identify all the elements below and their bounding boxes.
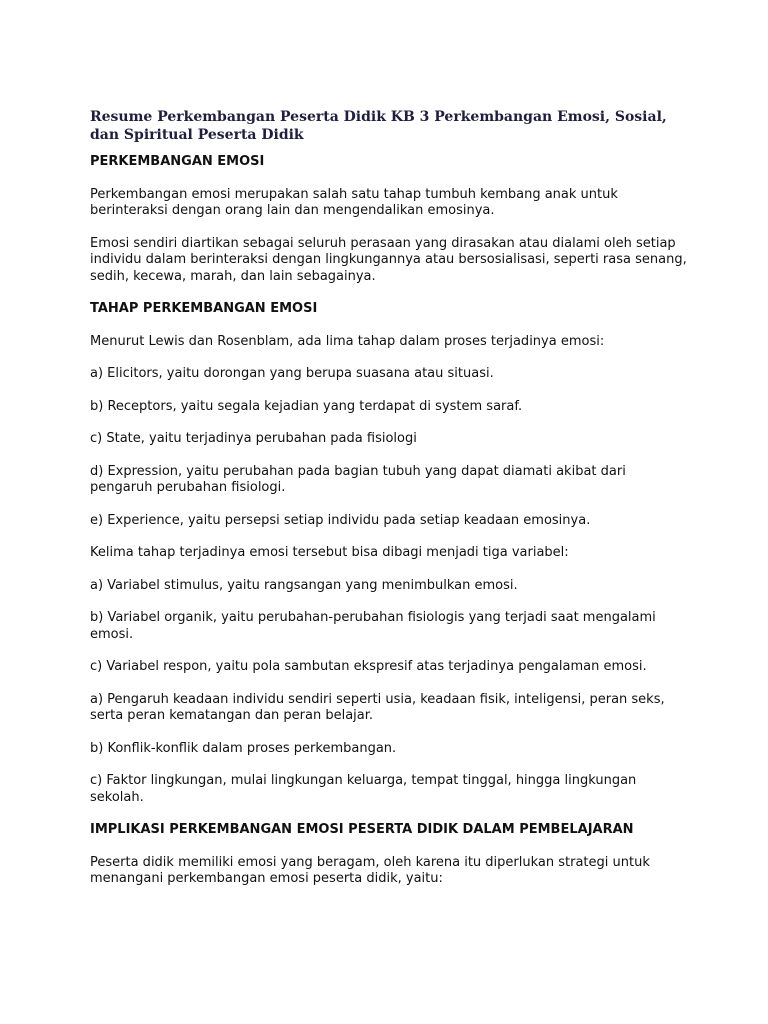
list-item: d) Expression, yaitu perubahan pada bagian tubuh yang dapat diamati akibat dari pengaruh perubahan fisiologi. bbox=[90, 463, 626, 495]
paragraph: Emosi sendiri diartikan sebagai seluruh perasaan yang dirasakan atau dialami oleh setiap individu dalam berinteraksi dengan lingkungannya atau bersosialisasi, seperti rasa senang, sedih, kecewa, marah, dan lain sebagainya. bbox=[90, 235, 687, 284]
paragraph: Peserta didik memiliki emosi yang beragam, oleh karena itu diperlukan strategi untuk menangani perkembangan emosi peserta didik, yaitu: bbox=[90, 854, 650, 886]
paragraph: Menurut Lewis dan Rosenblam, ada lima tahap dalam proses terjadinya emosi: bbox=[90, 333, 605, 349]
list-item: a) Variabel stimulus, yaitu rangsangan yang menimbulkan emosi. bbox=[90, 577, 518, 593]
list-item: b) Variabel organik, yaitu perubahan-perubahan fisiologis yang terjadi saat mengalami emosi. bbox=[90, 610, 656, 642]
document-page bbox=[90, 108, 690, 904]
list-item: e) Experience, yaitu persepsi setiap individu pada setiap keadaan emosinya. bbox=[90, 512, 591, 528]
list-item: a) Elicitors, yaitu dorongan yang berupa suasana atau situasi. bbox=[90, 366, 494, 381]
list-item: b) Receptors, yaitu segala kejadian yang terdapat di system saraf. bbox=[90, 398, 523, 414]
list-item: c) State, yaitu terjadinya perubahan pada fisiologi bbox=[90, 431, 417, 446]
list-item: c) Variabel respon, yaitu pola sambutan ekspresif atas terjadinya pengalaman emosi. bbox=[90, 659, 647, 674]
section-heading-perkembangan-emosi: PERKEMBANGAN EMOSI bbox=[90, 154, 265, 169]
section-heading-implikasi: IMPLIKASI PERKEMBANGAN EMOSI PESERTA DIDIK DALAM PEMBELAJARAN bbox=[90, 822, 634, 837]
paragraph: Perkembangan emosi merupakan salah satu tahap tumbuh kembang anak untuk berinteraksi dengan orang lain dan mengendalikan emosinya. bbox=[90, 186, 618, 218]
list-item: a) Pengaruh keadaan individu sendiri seperti usia, keadaan fisik, inteligensi, peran seks, serta peran kematangan dan peran belajar. bbox=[90, 691, 665, 723]
document-title: Resume Perkembangan Peserta Didik KB 3 Perkembangan Emosi, Sosial, dan Spiritual Peserta Didik bbox=[90, 109, 667, 143]
paragraph: Kelima tahap terjadinya emosi tersebut bisa dibagi menjadi tiga variabel: bbox=[90, 545, 569, 560]
list-item: b) Konflik-konflik dalam proses perkembangan. bbox=[90, 740, 397, 756]
section-heading-tahap-perkembangan-emosi: TAHAP PERKEMBANGAN EMOSI bbox=[90, 301, 318, 316]
list-item: c) Faktor lingkungan, mulai lingkungan keluarga, tempat tinggal, hingga lingkungan sekolah. bbox=[90, 773, 637, 805]
